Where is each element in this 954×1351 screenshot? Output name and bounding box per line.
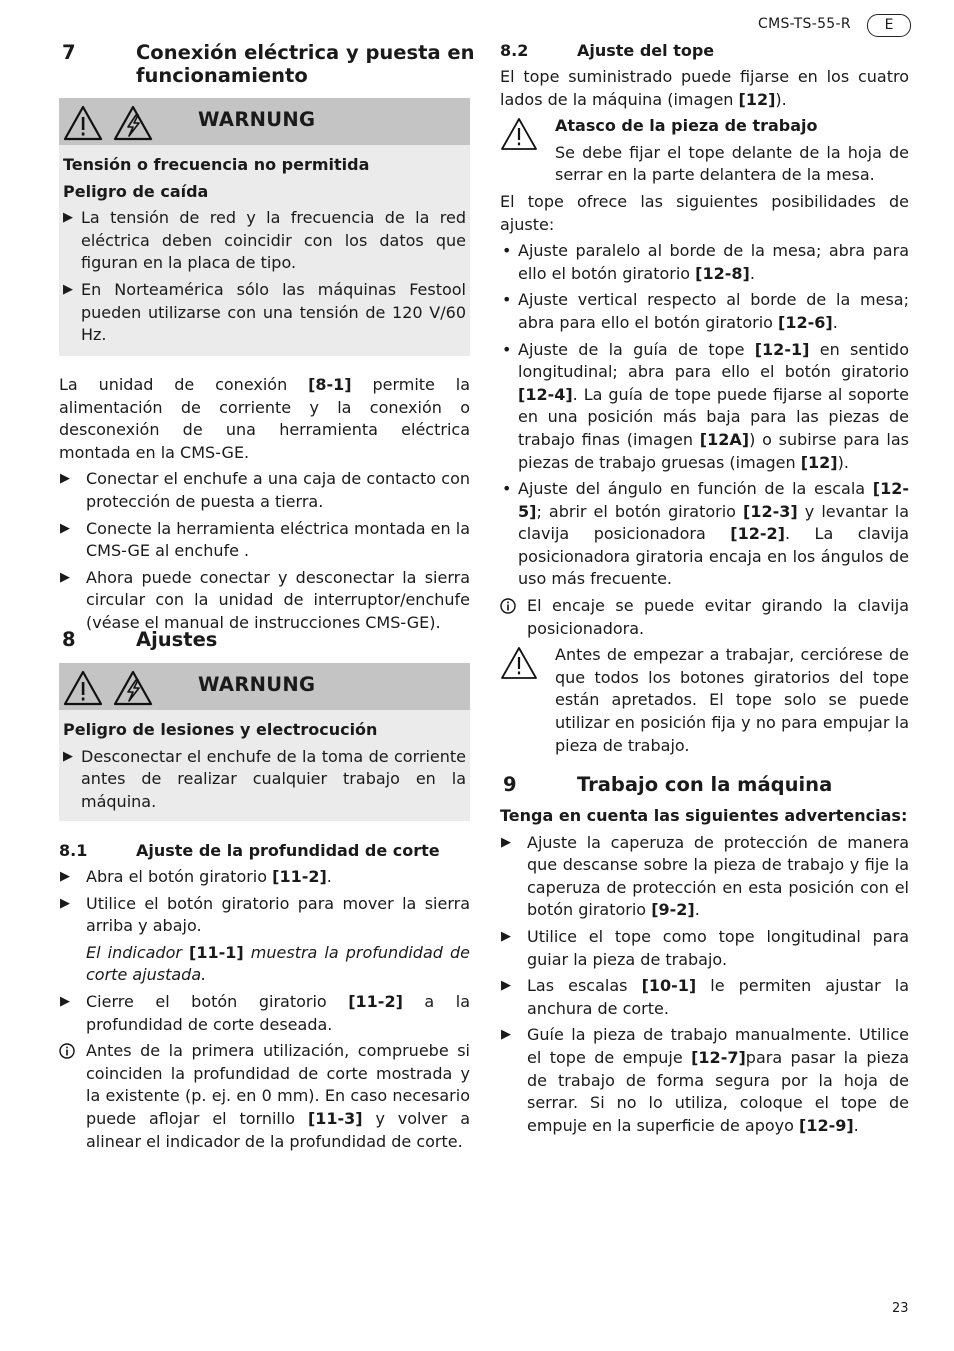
warning-label: WARNUNG [198,673,316,696]
section-number: 8 [62,628,76,651]
section-7-heading [62,41,473,89]
subsection-8-1-body [59,866,470,1153]
info-note: El encaje se puede evitar girando la clavija posicionadora. [500,595,909,640]
option-item: • Ajuste del ángulo en función de la escala [12-5]; abrir el botón giratorio [12-3] y levantar la clavija posicionadora [12-2]. La clavija posicionadora giratoria encaja en los ángulos de uso más frecuente. [500,478,909,591]
section-number: 9 [503,773,517,796]
step-item: ▶ Utilice el tope como tope longitudinal para guiar la pieza de trabajo. [500,926,909,971]
section-title: Ajustes [136,628,218,651]
reference-label: [11-1] [189,942,244,962]
subsection-title: Ajuste del tope [577,41,715,60]
page-number: 23 [892,1301,909,1316]
paragraph-lead: Tenga en cuenta las siguientes advertencias: [500,806,908,825]
document-code: CMS-TS-55-R [758,16,851,32]
reference-label: [11-3] [307,1108,363,1128]
info-icon [500,598,516,621]
caution-note-jam [500,115,909,187]
warning-icons [62,669,154,714]
reference-label: [10-1] [641,976,697,996]
option-item: • Ajuste paralelo al borde de la mesa; abra para ello el botón giratorio [12-8]. [500,240,909,285]
reference-label: [12A] [699,429,750,449]
caution-text: Antes de empezar a trabajar, cerciórese de que todos los botones giratorios del tope están apretados. El tope solo se puede utilizar en posición fija y no para empujar la pieza de trabajo. [555,645,909,755]
warning-icons [62,104,154,149]
section-8-heading [62,628,473,652]
section-9-heading [503,773,912,797]
reference-label: [12] [738,89,776,109]
reference-label: [12-7] [691,1047,746,1067]
section-title: Conexión eléctrica y puesta en funcionamiento [136,41,475,87]
warning-heading-injury: Peligro de lesiones y electrocución [63,720,378,739]
caution-note-knobs [500,644,909,757]
reference-label: [12-3] [743,501,798,521]
paragraph-fence-intro: El tope suministrado puede fijarse en los cuatro lados de la máquina (imagen [12]). [500,67,909,109]
caution-triangle-icon [500,117,538,158]
step-item: ▶ Ajuste la caperuza de protección de manera que descanse sobre la pieza de trabajo y fije la caperuza de protección en esta posición con el botón giratorio [9-2]. [500,832,909,922]
subsection-number: 8.2 [500,41,529,60]
reference-label: [12-9] [799,1115,854,1135]
info-icon [59,1043,75,1066]
warning-triangle-icon [62,669,154,707]
reference-label: [12] [800,452,838,472]
warning-header [59,98,470,145]
reference-label: [12-4] [518,384,573,404]
paragraph-options-intro: El tope ofrece las siguientes posibilidades de ajuste: [500,191,909,234]
caution-triangle-icon [500,646,538,687]
section-9-body [500,805,909,1137]
step-item: ▶ Ahora puede conectar y desconectar la sierra circular con la unidad de interruptor/enchufe (véase el manual de instrucciones CMS-GE). [59,567,470,635]
warning-heading-voltage: Tensión o frecuencia no permitida [63,155,370,174]
warning-label: WARNUNG [198,108,316,131]
reference-label: [9-2] [651,900,695,920]
option-item: • Ajuste de la guía de tope [12-1] en sentido longitudinal; abra para ello el botón giratorio [12-4]. La guía de tope puede fijarse al soporte en una posición más baja para las piezas de trabajo finas (imagen [12A]) o subirse para las piezas de trabajo gruesas (imagen [12]). [500,339,909,475]
subsection-number: 8.1 [59,841,88,860]
warning-box-electric [59,98,470,356]
option-item: • Ajuste vertical respecto al borde de la mesa; abra para ello el botón giratorio [12-6]. [500,289,909,334]
language-badge: E [867,14,911,37]
step-item: ▶ Las escalas [10-1] le permiten ajustar la anchura de corte. [500,975,909,1020]
section-7-body [59,374,470,635]
warning-item: ▶ En Norteamérica sólo las máquinas Festool pueden utilizarse con una tensión de 120 V/60 Hz. [63,279,466,347]
warning-header [59,663,470,710]
caution-title: Atasco de la pieza de trabajo [555,116,818,136]
section-number: 7 [62,41,76,64]
reference-label: [12-6] [778,312,833,332]
step-item: ▶ Conecte la herramienta eléctrica montada en la CMS-GE al enchufe . [59,518,470,563]
step-item: ▶ Conectar el enchufe a una caja de contacto con protección de puesta a tierra. [59,468,470,513]
info-note: Antes de la primera utilización, compruebe si coinciden la profundidad de corte mostrada y la existente (p. ej. en 0 mm). En caso necesario puede aflojar el tornillo [11-3] y volver a alinear el indicador de la profundidad de corte. [59,1040,470,1153]
reference-label: [12-5] [518,479,909,521]
subsection-8-2-heading [500,40,909,64]
step-item: ▶ Abra el botón giratorio [11-2]. [59,866,470,889]
result-note: El indicador [11-1] muestra la profundidad de corte ajustada. [86,942,470,985]
warning-body [59,145,470,347]
subsection-8-1-heading [59,840,470,864]
warning-item: ▶ Desconectar el enchufe de la toma de corriente antes de realizar cualquier trabajo en la máquina. [63,746,466,814]
warning-heading-fall: Peligro de caída [63,181,209,201]
step-item: ▶ Utilice el botón giratorio para mover la sierra arriba y abajo. [59,893,470,938]
warning-item: ▶ La tensión de red y la frecuencia de la red eléctrica deben coincidir con los datos que figuran en la placa de tipo. [63,207,466,275]
warning-triangle-icon [62,104,154,142]
reference-label: [8-1] [308,375,352,394]
warning-body [59,710,470,813]
step-item: ▶ Guíe la pieza de trabajo manualmente. Utilice el tope de empuje [12-7]para pasar la pieza de trabajo de forma segura por la hoja de serrar. Si no lo utiliza, coloque el tope de empuje en la superficie de apoyo [12-9]. [500,1024,909,1137]
subsection-title: Ajuste de la profundidad de corte [136,841,440,860]
step-item: ▶ Cierre el botón giratorio [11-2] a la profundidad de corte deseada. [59,991,470,1036]
reference-label: [11-2] [348,991,403,1011]
section-title: Trabajo con la máquina [577,773,833,796]
subsection-8-2-body [500,66,909,757]
paragraph-connection-unit: La unidad de conexión [8-1] permite la alimentación de corriente y la conexión o desconexión de una herramienta eléctrica montada en la CMS-GE. [59,375,470,462]
reference-label: [11-2] [272,867,327,886]
reference-label: [12-1] [754,339,810,359]
caution-text: Se debe fijar el tope delante de la hoja de serrar en la parte delantera de la mesa. [555,142,909,185]
reference-label: [12-2] [730,524,785,544]
reference-label: [12-8] [695,263,750,283]
warning-box-injury [59,663,470,821]
